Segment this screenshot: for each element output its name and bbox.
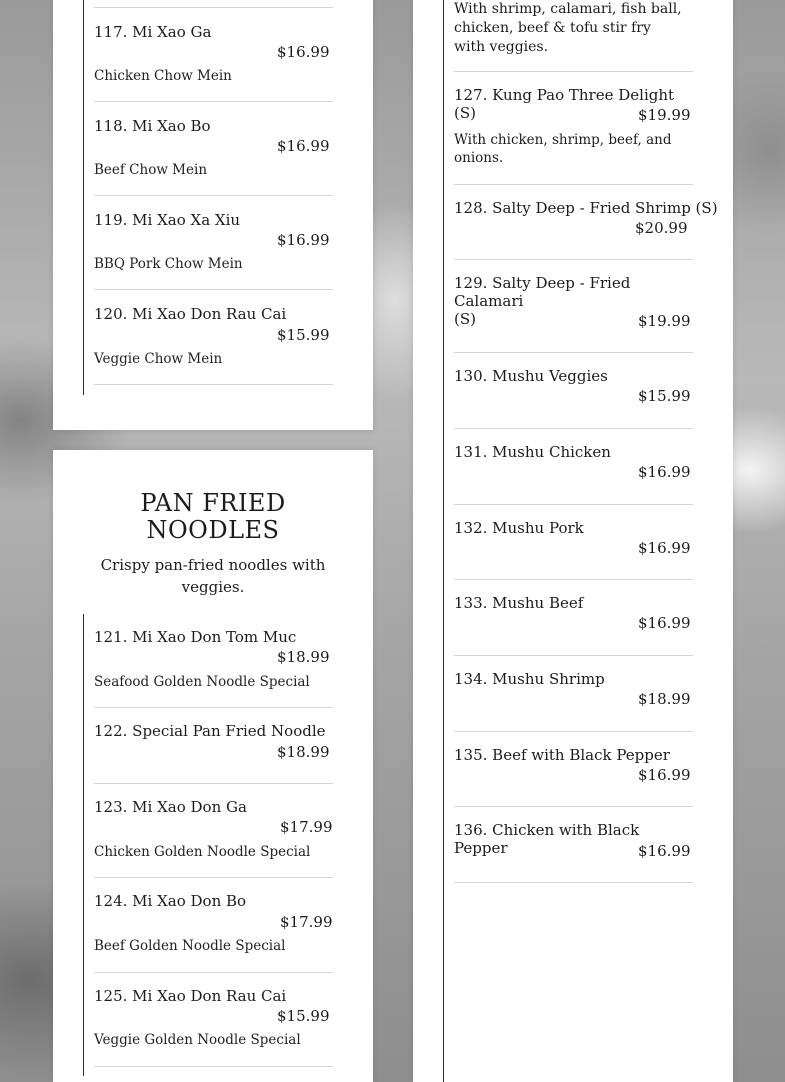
item-name: 131. Mushu Chicken — [454, 443, 611, 461]
item-price: $16.99 — [277, 43, 330, 61]
item-price: $15.99 — [277, 326, 330, 344]
item-name: 128. Salty Deep - Fried Shrimp (S) — [454, 199, 718, 217]
menu-item[interactable] — [454, 505, 693, 580]
menu-item[interactable] — [94, 878, 333, 973]
item-price: $16.99 — [638, 766, 691, 784]
section-description-line: Crispy pan-fried noodles with — [100, 556, 326, 574]
item-price: $18.99 — [277, 743, 330, 761]
section-rail — [83, 0, 84, 395]
menu-item-continued[interactable] — [454, 0, 693, 72]
item-name-line: 129. Salty Deep - Fried Calamari — [454, 274, 631, 310]
item-price: $16.99 — [638, 463, 691, 481]
menu-panel-specials — [413, 0, 733, 1082]
item-name-line: (S) — [454, 310, 476, 328]
item-name: 134. Mushu Shrimp — [454, 670, 605, 688]
menu-item[interactable] — [454, 72, 693, 185]
item-name: 135. Beef with Black Pepper — [454, 746, 670, 764]
item-description — [454, 131, 671, 167]
item-price: $19.99 — [638, 312, 691, 330]
menu-item[interactable] — [454, 656, 693, 732]
item-description: Beef Chow Mein — [94, 162, 208, 178]
section-title-line: NOODLES — [146, 516, 280, 544]
item-name: 132. Mushu Pork — [454, 519, 584, 537]
item-name: 120. Mi Xao Don Rau Cai — [94, 305, 287, 323]
item-price: $16.99 — [277, 137, 330, 155]
item-description-line: With chicken, shrimp, beef, and — [454, 132, 672, 148]
item-price: $18.99 — [638, 690, 691, 708]
menu-item[interactable] — [94, 784, 333, 878]
menu-item[interactable] — [454, 580, 693, 656]
item-price: $16.99 — [638, 614, 691, 632]
item-name: 125. Mi Xao Don Rau Cai — [94, 987, 287, 1005]
item-name: 136. Chicken with Black Pepper — [454, 821, 640, 857]
item-price: $16.99 — [277, 231, 330, 249]
item-name: 124. Mi Xao Don Bo — [94, 892, 247, 910]
item-name: 117. Mi Xao Ga — [94, 23, 212, 41]
item-price: $16.99 — [638, 539, 691, 557]
section-rail — [83, 614, 84, 1076]
item-description: Beef Golden Noodle Special — [94, 938, 286, 954]
item-price: $15.99 — [277, 1007, 330, 1025]
item-description-line: onions. — [454, 150, 504, 166]
item-price: $15.99 — [638, 387, 691, 405]
item-divider-top — [94, 0, 333, 8]
item-description: Seafood Golden Noodle Special — [94, 674, 310, 690]
section-title-line: PAN FRIED — [140, 489, 286, 517]
item-description: BBQ Pork Chow Mein — [94, 256, 243, 272]
item-name: 118. Mi Xao Bo — [94, 117, 211, 135]
menu-item[interactable] — [94, 102, 333, 196]
item-description-line: with veggies. — [454, 39, 549, 55]
item-price: $20.99 — [635, 219, 688, 237]
menu-item[interactable] — [454, 732, 693, 807]
menu-item[interactable] — [94, 622, 333, 708]
item-description: Chicken Golden Noodle Special — [94, 844, 311, 860]
item-description — [454, 0, 682, 57]
item-name: 122. Special Pan Fried Noodle — [94, 722, 326, 740]
menu-item[interactable] — [454, 353, 693, 429]
section-title — [53, 490, 373, 544]
item-price: $16.99 — [638, 842, 691, 860]
item-description: Veggie Golden Noodle Special — [94, 1032, 301, 1048]
item-price: $17.99 — [280, 913, 333, 931]
menu-item[interactable] — [94, 196, 333, 290]
item-description-line: chicken, beef & tofu stir fry — [454, 20, 651, 36]
item-name: 133. Mushu Beef — [454, 594, 584, 612]
section-description — [53, 554, 373, 598]
menu-item[interactable] — [454, 260, 693, 353]
item-price: $19.99 — [638, 106, 691, 124]
menu-panel-pan-fried-noodles — [53, 450, 373, 1082]
item-description: Chicken Chow Mein — [94, 68, 232, 84]
item-name: 119. Mi Xao Xa Xiu — [94, 211, 241, 229]
section-description-line: veggies. — [181, 578, 245, 596]
item-name: 121. Mi Xao Don Tom Muc — [94, 628, 297, 646]
item-name: 123. Mi Xao Don Ga — [94, 798, 247, 816]
item-description: Veggie Chow Mein — [94, 351, 223, 367]
item-name: 130. Mushu Veggies — [454, 367, 608, 385]
menu-item[interactable] — [94, 8, 333, 102]
item-name: 127. Kung Pao Three Delight (S) — [454, 86, 675, 122]
item-price: $17.99 — [280, 818, 333, 836]
section-rail — [443, 0, 444, 1082]
menu-item[interactable] — [94, 708, 333, 784]
menu-item[interactable] — [454, 429, 693, 505]
menu-item[interactable] — [94, 290, 333, 385]
menu-item[interactable] — [454, 185, 718, 260]
menu-item[interactable] — [454, 807, 693, 883]
menu-panel-chow-mein — [53, 0, 373, 430]
item-price: $18.99 — [277, 648, 330, 666]
item-description-line: With shrimp, calamari, fish ball, — [454, 1, 682, 17]
menu-item[interactable] — [94, 973, 333, 1067]
